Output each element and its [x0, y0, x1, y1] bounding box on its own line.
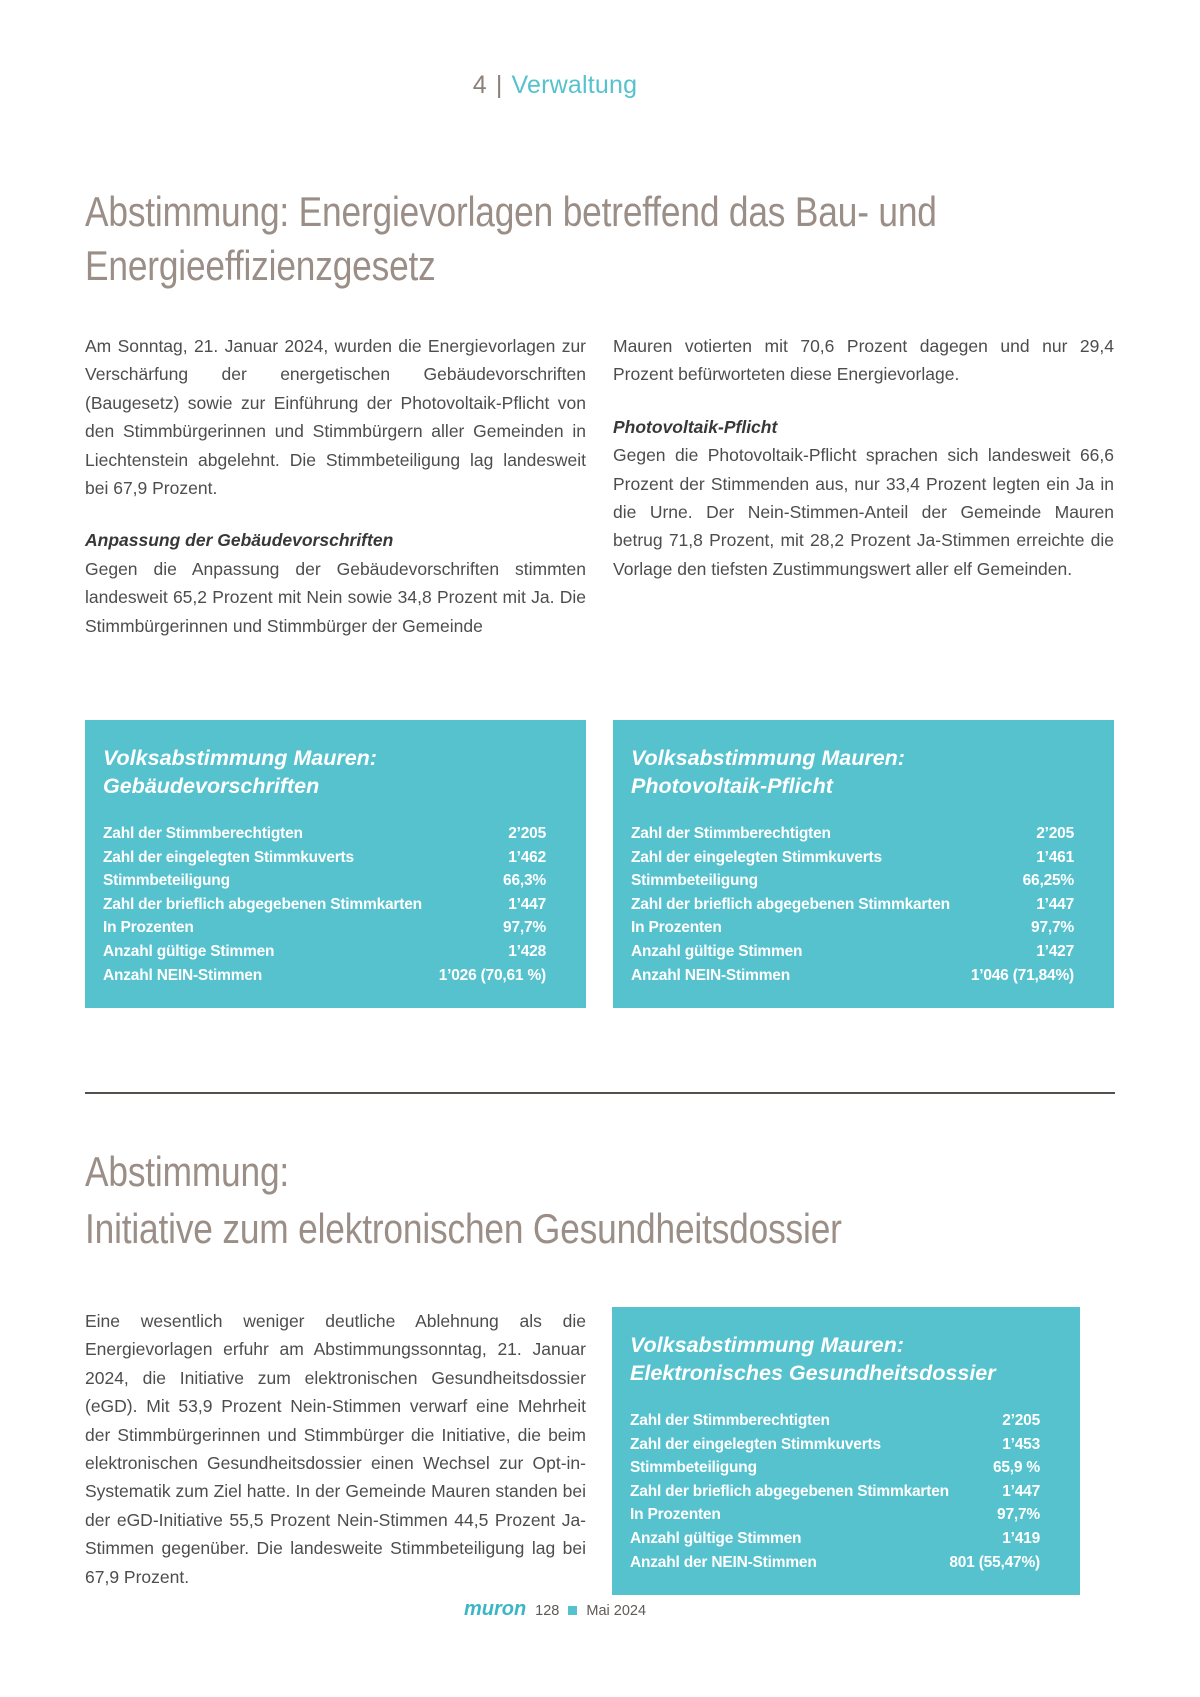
stat-value: 1’461: [1036, 848, 1074, 866]
stat-row: [103, 893, 546, 917]
stat-row: [631, 846, 1074, 870]
stat-label: Anzahl gültige Stimmen: [631, 942, 803, 960]
stat-label: Anzahl der NEIN-Stimmen: [630, 1553, 817, 1571]
statbox-title-line2: Photovoltaik-Pflicht: [631, 774, 833, 798]
square-bullet-icon: [568, 1606, 577, 1615]
stat-value: 2’205: [1002, 1412, 1040, 1429]
stat-row: [630, 1480, 1040, 1504]
stat-row: [103, 964, 546, 988]
section-divider: [85, 1092, 1115, 1094]
header-separator: |: [495, 71, 503, 99]
stat-label: Anzahl NEIN-Stimmen: [631, 966, 790, 984]
stat-row: [631, 916, 1074, 940]
statbox-title-line1: Volksabstimmung Mauren:: [631, 746, 905, 770]
stat-label: Stimmbeteiligung: [630, 1459, 757, 1477]
article-egd-vote: [85, 1143, 1115, 1595]
subheading-gebaeudevorschriften: Anpassung der Gebäudevorschriften: [85, 530, 394, 551]
stat-row: [630, 1433, 1040, 1457]
stat-row: [631, 940, 1074, 964]
stat-row: [631, 964, 1074, 988]
stat-value: 97,7%: [1031, 919, 1074, 937]
stat-value: 1’419: [1002, 1529, 1040, 1547]
article-energy-vote: [85, 185, 1115, 640]
statbox-title-line2: Elektronisches Gesundheitsdossier: [630, 1361, 996, 1385]
stat-row: [103, 822, 546, 846]
stat-label: In Prozenten: [630, 1506, 721, 1524]
stat-value: 66,3%: [503, 872, 546, 890]
stat-value: 1’428: [508, 942, 546, 960]
statbox-title: [631, 744, 1074, 800]
statbox-title: [103, 744, 546, 800]
stat-row: [630, 1551, 1040, 1575]
statbox-title-line1: Volksabstimmung Mauren:: [103, 746, 377, 770]
stat-label: Anzahl gültige Stimmen: [103, 942, 275, 960]
stat-value: 1’462: [508, 848, 546, 866]
issue-date: Mai 2024: [586, 1603, 647, 1619]
stat-label: Anzahl NEIN-Stimmen: [103, 966, 262, 984]
stat-label: Stimmbeteiligung: [103, 872, 230, 890]
statbox-photovoltaik-pflicht: [613, 720, 1114, 1008]
stat-label: Zahl der brieflich abgegebenen Stimmkarten: [631, 895, 950, 913]
stat-label: In Prozenten: [631, 919, 722, 937]
article2-title: [85, 1143, 1115, 1257]
stat-label: Zahl der Stimmberechtigten: [630, 1412, 830, 1429]
article2-title-line2: Initiative zum elektronischen Gesundheitsdossier: [85, 1205, 842, 1252]
stat-value: 97,7%: [503, 919, 546, 937]
stat-label: Zahl der brieflich abgegebenen Stimmkarten: [630, 1482, 949, 1500]
page-footer: [0, 1598, 1110, 1621]
paragraph: Eine wesentlich weniger deutliche Ablehnung als die Energievorlagen erfuhr am Abstimmungssonntag, 21. Januar 2024, die Initiative zum elektronischen Gesundheitsdossier (eGD). Mit 53,9 Prozent Nein-Stimmen verwarf eine Mehrheit der Stimmbürgerinnen und Stimmbürger die Initiative, die beim elektronischen Gesundheitsdossier einen Wechsel zur Opt-in-Systematik zum Ziel hatte. In der Gemeinde Mauren standen bei der eGD-Initiative 55,5 Prozent Nein-Stimmen 44,5 Prozent Ja-Stimmen gegenüber. Die landesweite Stimmbeteiligung lag bei 67,9 Prozent.: [85, 1311, 586, 1587]
stat-row: [103, 846, 546, 870]
stat-row: [631, 822, 1074, 846]
stat-value: 66,25%: [1022, 872, 1074, 890]
stat-value: 801 (55,47%): [949, 1553, 1040, 1571]
issue-number: 128: [535, 1603, 560, 1619]
stat-value: 1’026 (70,61 %): [438, 966, 546, 984]
statbox-rows: [631, 822, 1074, 987]
article1-title: [85, 185, 1115, 293]
stat-value: 1’453: [1002, 1435, 1040, 1453]
statbox-rows: [103, 822, 546, 987]
stat-label: Stimmbeteiligung: [631, 872, 758, 890]
stat-row: [630, 1456, 1040, 1480]
page-number: 4: [472, 71, 487, 99]
article2-title-line1: Abstimmung:: [85, 1148, 290, 1195]
stat-value: 2’205: [508, 825, 546, 842]
stat-row: [103, 916, 546, 940]
statbox-title-line1: Volksabstimmung Mauren:: [630, 1333, 904, 1357]
stat-row: [103, 869, 546, 893]
paragraph: Mauren votierten mit 70,6 Prozent dagegen und nur 29,4 Prozent befürworteten diese Energievorlage.: [613, 336, 1114, 385]
stat-row: [631, 893, 1074, 917]
paragraph: Gegen die Anpassung der Gebäudevorschriften stimmten landesweit 65,2 Prozent mit Nein sowie 34,8 Prozent mit Ja. Die Stimmbürgerinnen und Stimmbürger der Gemeinde: [85, 558, 586, 636]
stat-row: [630, 1527, 1040, 1551]
statbox-title: [630, 1331, 1040, 1387]
paragraph: Gegen die Photovoltaik-Pflicht sprachen sich landesweit 66,6 Prozent der Stimmenden aus, nur 33,4 Prozent legten ein Ja in die Urne. Der Nein-Stimmen-Anteil der Gemeinde Mauren betrug 71,8 Prozent, mit 28,2 Prozent Ja-Stimmen erreichte die Vorlage den tiefsten Zustimmungswert aller elf Gemeinden.: [613, 445, 1114, 579]
stat-row: [630, 1503, 1040, 1527]
stat-row: [103, 940, 546, 964]
statbox-title-line2: Gebäudevorschriften: [103, 774, 320, 798]
stat-row: [630, 1409, 1040, 1433]
article2-left-column: [85, 1307, 586, 1595]
page-header: [0, 70, 1110, 100]
stat-label: Zahl der eingelegten Stimmkuverts: [631, 848, 882, 866]
article1-title-line1: Abstimmung: Energievorlagen betreffend das Bau- und: [85, 188, 937, 235]
stat-label: Anzahl gültige Stimmen: [630, 1529, 802, 1547]
statbox-row: [85, 720, 1114, 1008]
stat-value: 1’447: [1036, 895, 1074, 913]
header-section-label: Verwaltung: [511, 71, 638, 99]
stat-label: Zahl der brieflich abgegebenen Stimmkarten: [103, 895, 422, 913]
subheading-photovoltaik-pflicht: Photovoltaik-Pflicht: [613, 416, 778, 437]
stat-value: 65,9 %: [992, 1459, 1040, 1477]
stat-value: 1’447: [1002, 1482, 1040, 1500]
stat-label: Zahl der eingelegten Stimmkuverts: [630, 1435, 881, 1453]
stat-value: 1’427: [1036, 942, 1074, 960]
magazine-name: muron: [463, 1598, 527, 1620]
statbox-gesundheitsdossier: [612, 1307, 1080, 1595]
article2-columns: [85, 1307, 1115, 1595]
statbox-gebaeudevorschriften: [85, 720, 586, 1008]
paragraph: Am Sonntag, 21. Januar 2024, wurden die Energievorlagen zur Verschärfung der energetischen Gebäudevorschriften (Baugesetz) sowie zur Einführung der Photovoltaik-Pflicht von den Stimmbürgerinnen und Stimmbürgern aller Gemeinden in Liechtenstein abgelehnt. Die Stimmbeteiligung lag landesweit bei 67,9 Prozent.: [85, 336, 586, 499]
article1-right-column: [613, 332, 1114, 640]
stat-label: Zahl der Stimmberechtigten: [631, 825, 831, 842]
stat-value: 97,7%: [997, 1506, 1040, 1524]
stat-row: [631, 869, 1074, 893]
stat-label: Zahl der eingelegten Stimmkuverts: [103, 848, 354, 866]
stat-value: 2’205: [1036, 825, 1074, 842]
stat-label: In Prozenten: [103, 919, 194, 937]
article1-title-line2: Energieeffizienzgesetz: [85, 242, 436, 289]
article1-columns: [85, 332, 1115, 640]
statbox-rows: [630, 1409, 1040, 1574]
stat-value: 1’447: [508, 895, 546, 913]
stat-label: Zahl der Stimmberechtigten: [103, 825, 303, 842]
article1-left-column: [85, 332, 586, 640]
stat-value: 1’046 (71,84%): [970, 966, 1074, 984]
